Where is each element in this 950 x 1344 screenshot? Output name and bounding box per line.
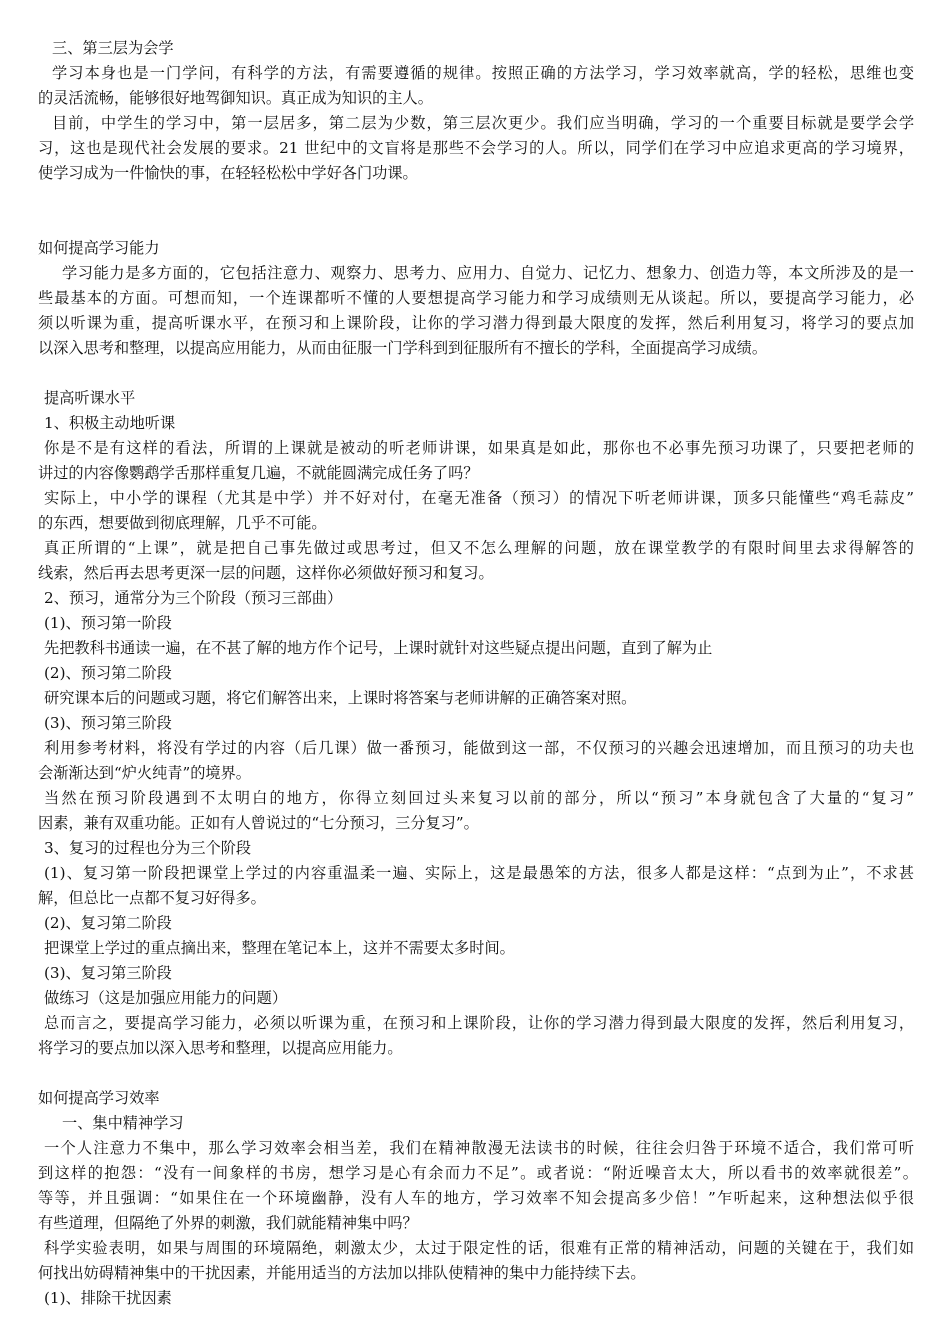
paragraph-line: 等等，并且强调：“如果住在一个环境幽静，没有人车的地方，学习效率不知会提高多少倍！”乍听起来，这种想法似乎很 — [38, 1189, 914, 1207]
item-heading: 3、复习的过程也分为三个阶段 — [44, 839, 252, 857]
paragraph-line: 会渐渐达到“炉火纯青”的境界。 — [38, 764, 251, 782]
paragraph-line: 有些道理，但隔绝了外界的刺激，我们就能精神集中吗？ — [38, 1214, 418, 1232]
paragraph-line: 解，但总比一点都不复习好得多。 — [38, 889, 266, 907]
item-heading: 1、积极主动地听课 — [44, 414, 176, 432]
stage-heading: (3)、复习第三阶段 — [44, 964, 172, 982]
stage-heading: (3)、预习第三阶段 — [44, 714, 172, 732]
paragraph-line: 把课堂上学过的重点摘出来，整理在笔记本上，这并不需要太多时间。 — [44, 939, 515, 957]
stage-heading: (2)、预习第二阶段 — [44, 664, 172, 682]
paragraph-line: 的灵活流畅，能够很好地驾御知识。真正成为知识的主人。 — [38, 89, 433, 107]
paragraph-line: 学习本身也是一门学问，有科学的方法，有需要遵循的规律。按照正确的方法学习，学习效率就高，学的轻松，思维也变 — [52, 64, 914, 82]
sub-heading: 提高听课水平 — [44, 389, 136, 407]
paragraph-line: 做练习（这是加强应用能力的问题） — [44, 989, 287, 1007]
paragraph-line: 你是不是有这样的看法，所谓的上课就是被动的听老师讲课，如果真是如此，那你也不必事先预习功课了，只要把老师的 — [44, 439, 914, 457]
section-title: 如何提高学习能力 — [38, 239, 160, 257]
paragraph-line: 因素，兼有双重功能。正如有人曾说过的“七分预习，三分复习”。 — [38, 814, 479, 832]
paragraph-line: 将学习的要点加以深入思考和整理，以提高应用能力。 — [38, 1039, 403, 1057]
paragraph-line: 习，这也是现代社会发展的要求。21 世纪中的文盲将是那些不会学习的人。所以，同学们在学习中应追求更高的学习境界， — [38, 139, 914, 157]
stage-heading: (1)、预习第一阶段 — [44, 614, 172, 632]
paragraph-line: 何找出妨碍精神集中的干扰因素，并能用适当的方法加以排队使精神的集中力能持续下去。 — [38, 1264, 646, 1282]
paragraph-line: 研究课本后的问题或习题，将它们解答出来，上课时将答案与老师讲解的正确答案对照。 — [44, 689, 637, 707]
paragraph-line: (1)、复习第一阶段把课堂上学过的内容重温柔一遍、实际上，这是最愚笨的方法，很多人都是这样：“点到为止”，不求甚 — [44, 864, 914, 882]
paragraph-line: 线索，然后再去思考更深一层的问题，这样你必须做好预习和复习。 — [38, 564, 494, 582]
stage-heading: (1)、排除干扰因素 — [44, 1289, 172, 1307]
paragraph-line: 当然在预习阶段遇到不太明白的地方，你得立刻回过头来复习以前的部分，所以“预习”本身就包含了大量的“复习” — [44, 789, 914, 807]
paragraph-line: 利用参考材料，将没有学过的内容（后几课）做一番预习，能做到这一部，不仅预习的兴趣会迅速增加，而且预习的功夫也 — [44, 739, 914, 757]
paragraph-line: 的东西，想要做到彻底理解，几乎不可能。 — [38, 514, 327, 532]
paragraph-line: 到这样的抱怨：“没有一间象样的书房，想学习是心有余而力不足”。或者说：“附近噪音太大，所以看书的效率就很差”。 — [38, 1164, 918, 1182]
paragraph-line: 讲过的内容像鹦鹉学舌那样重复几遍，不就能圆满完成任务了吗？ — [38, 464, 479, 482]
paragraph-line: 先把教科书通读一遍，在不甚了解的地方作个记号，上课时就针对这些疑点提出问题，直到了解为止 — [44, 639, 713, 657]
paragraph-line: 学习能力是多方面的，它包括注意力、观察力、思考力、应用力、自觉力、记忆力、想象力、创造力等，本文所涉及的是一 — [62, 264, 914, 282]
item-heading: 一、集中精神学习 — [62, 1114, 184, 1132]
section-title: 如何提高学习效率 — [38, 1089, 160, 1107]
stage-heading: (2)、复习第二阶段 — [44, 914, 172, 932]
paragraph-line: 实际上，中小学的课程（尤其是中学）并不好对付，在毫无准备（预习）的情况下听老师讲课，顶多只能懂些“鸡毛蒜皮” — [44, 489, 914, 507]
paragraph-line: 科学实验表明，如果与周围的环境隔绝，刺激太少，太过于限定性的话，很难有正常的精神活动，问题的关键在于，我们如 — [44, 1239, 914, 1257]
paragraph-line: 须以听课为重，提高听课水平，在预习和上课阶段，让你的学习潜力得到最大限度的发挥，然后利用复习，将学习的要点加 — [38, 314, 914, 332]
item-heading: 2、预习，通常分为三个阶段（预习三部曲） — [44, 589, 343, 607]
section-heading: 三、第三层为会学 — [52, 39, 174, 57]
paragraph-line: 目前，中学生的学习中，第一层居多，第二层为少数，第三层次更少。我们应当明确，学习的一个重要目标就是要学会学 — [52, 114, 914, 132]
paragraph-line: 使学习成为一件愉快的事，在轻轻松松中学好各门功课。 — [38, 164, 418, 182]
paragraph-line: 以深入思考和整理，以提高应用能力，从而由征服一门学科到到征服所有不擅长的学科，全面提高学习成绩。 — [38, 339, 767, 357]
paragraph-line: 总而言之，要提高学习能力，必须以听课为重，在预习和上课阶段，让你的学习潜力得到最大限度的发挥，然后利用复习， — [44, 1014, 914, 1032]
paragraph-line: 一个人注意力不集中，那么学习效率会相当差，我们在精神散漫无法读书的时候，往往会归咎于环境不适合，我们常可听 — [44, 1139, 914, 1157]
paragraph-line: 真正所谓的“上课”，就是把自己事先做过或思考过，但又不怎么理解的问题，放在课堂教学的有限时间里去求得解答的 — [44, 539, 914, 557]
paragraph-line: 些最基本的方面。可想而知，一个连课都听不懂的人要想提高学习能力和学习成绩则无从谈起。所以，要提高学习能力，必 — [38, 289, 914, 307]
